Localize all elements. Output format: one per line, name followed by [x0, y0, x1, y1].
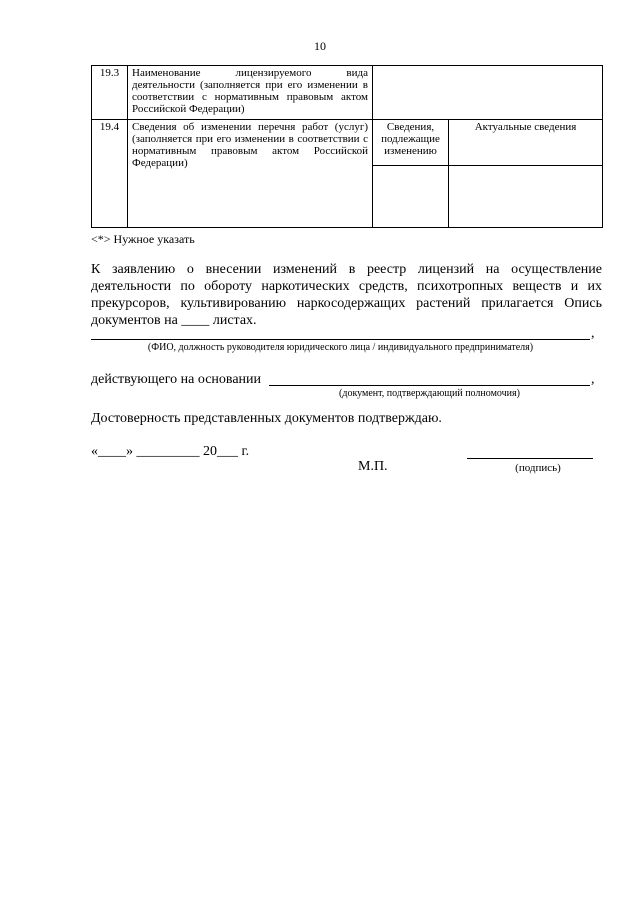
row-number: 19.3 [92, 66, 128, 120]
acting-comma: , [591, 372, 595, 387]
changes-table [91, 65, 603, 228]
column-header-actual: Актуальные сведения [449, 120, 603, 166]
row-value-cell [373, 66, 603, 120]
change-value-cell [373, 166, 449, 228]
row-description: Сведения об изменении перечня работ (услуг) (заполняется при его изменении в соответствии с нормативным правовым актом Российской Федерации) [128, 120, 373, 228]
fio-line [91, 339, 590, 340]
page-number: 10 [314, 39, 326, 53]
footnote: <*> Нужное указать [91, 232, 195, 246]
confirmation-text: Достоверность представленных документов подтверждаю. [91, 411, 442, 426]
fio-caption: (ФИО, должность руководителя юридического лица / индивидуального предпринимателя) [147, 342, 534, 353]
stamp-label: М.П. [358, 459, 388, 474]
date-line: «____» _________ 20___ г. [91, 444, 250, 459]
acting-label: действующего на основании [91, 372, 262, 387]
acting-caption: (документ, подтверждающий полномочия) [339, 388, 520, 399]
row-description: Наименование лицензируемого вида деятельности (заполняется при его изменении в соответствии с нормативным правовым актом Российской Федерации) [128, 66, 373, 120]
signature-caption: (подпись) [515, 462, 561, 474]
table-row [92, 120, 603, 166]
acting-line [269, 385, 590, 386]
column-header-change: Сведения, подлежащие изменению [373, 120, 449, 166]
actual-value-cell [449, 166, 603, 228]
signature-line [467, 458, 593, 459]
attachment-paragraph: К заявлению о внесении изменений в реестр лицензий на осуществление деятельности по обороту наркотических средств, психотропных веществ и их прекурсоров, культивированию наркосодержащих растений прилагается Опись документов на ____ листах. [91, 262, 602, 328]
fio-comma: , [591, 326, 595, 341]
table-row [92, 66, 603, 120]
row-number: 19.4 [92, 120, 128, 228]
